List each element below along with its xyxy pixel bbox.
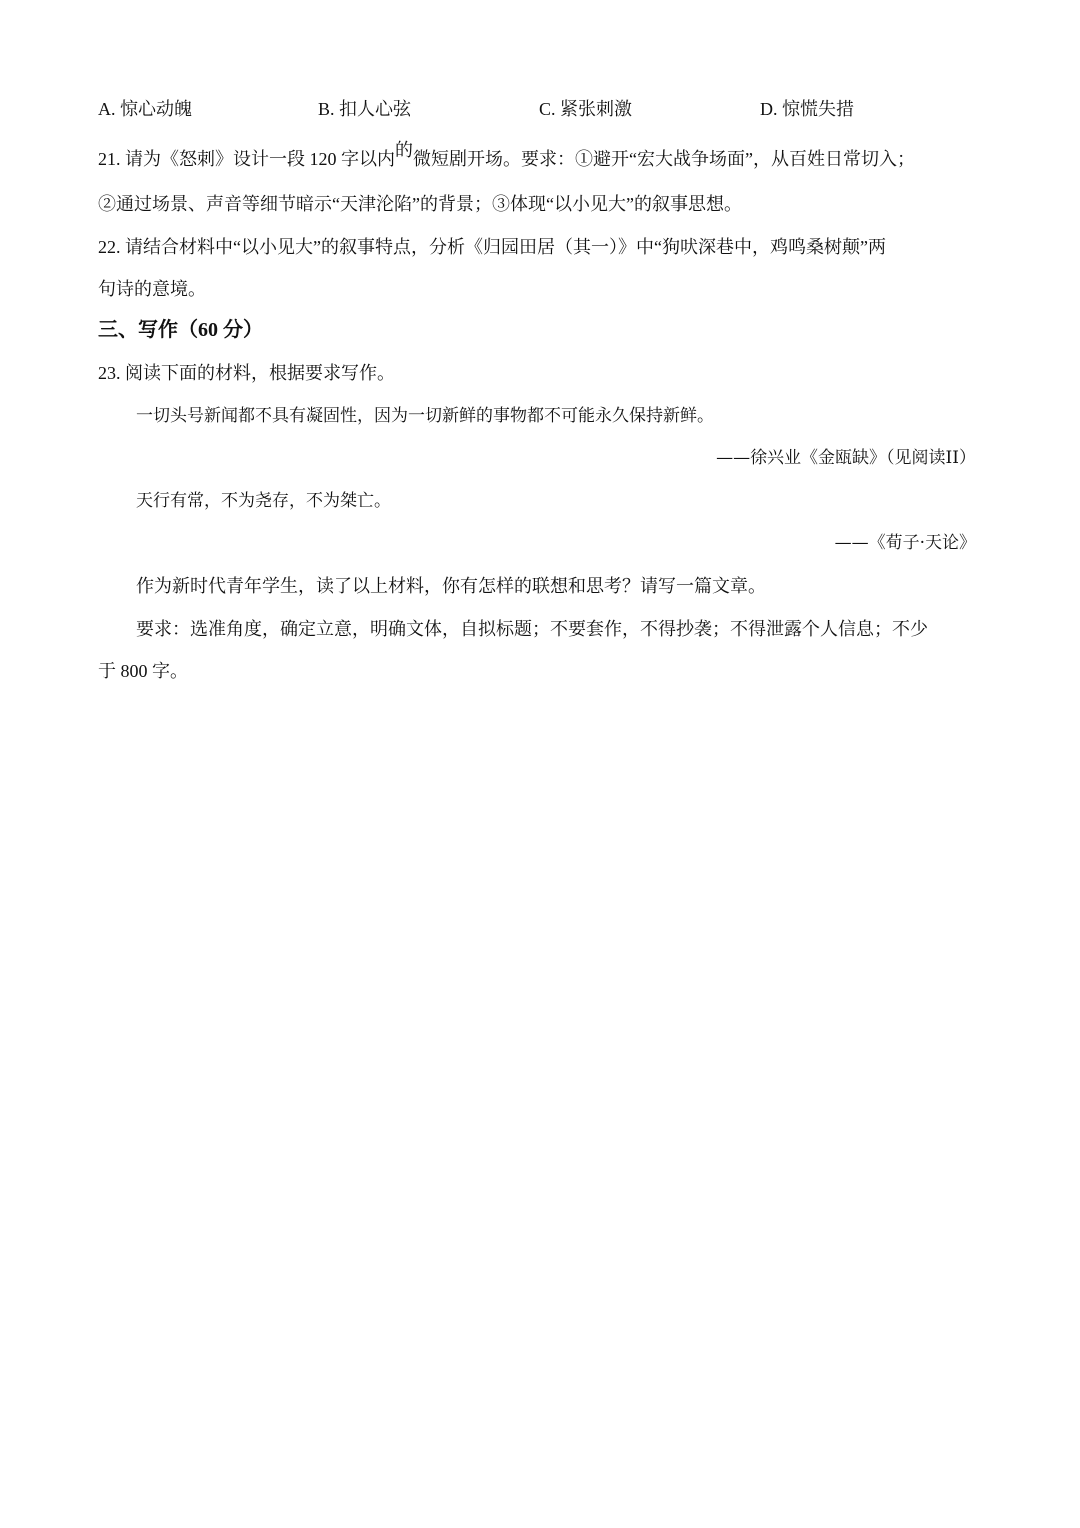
question-21-text-a: 21. 请为《怒刺》设计一段 120 字以内 <box>98 149 395 169</box>
material-quote-1: 一切头号新闻都不具有凝固性，因为一切新鲜的事物都不可能永久保持新鲜。 <box>136 406 714 426</box>
option-c: C. 紧张刺激 <box>539 99 633 119</box>
question-21-text-b: 微短剧开场。要求：①避开“宏大战争场面”，从百姓日常切入； <box>413 149 915 169</box>
writing-requirements-line-1: 要求：选准角度，确定立意，明确文体，自拟标题；不要套作，不得抄袭；不得泄露个人信息；不少 <box>136 619 928 639</box>
material-source-1: ——徐兴业《金瓯缺》（见阅读II） <box>716 448 976 468</box>
option-a: A. 惊心动魄 <box>98 99 192 119</box>
writing-requirements-line-2: 于 800 字。 <box>98 661 188 681</box>
option-b: B. 扣人心弦 <box>318 99 412 119</box>
question-22-line-1: 22. 请结合材料中“以小见大”的叙事特点，分析《归园田居（其一）》中“狗吠深巷中，鸡鸣桑树颠”两 <box>98 237 886 257</box>
option-d: D. 惊慌失措 <box>760 99 854 119</box>
question-23-stem: 23. 阅读下面的材料，根据要求写作。 <box>98 363 395 383</box>
question-22-line-2: 句诗的意境。 <box>98 279 206 299</box>
material-quote-2: 天行有常，不为尧存，不为桀亡。 <box>136 491 391 511</box>
question-21-raised-char: 的 <box>395 140 413 160</box>
section-title-writing: 三、写作（60 分） <box>98 319 263 341</box>
question-21-line-1 <box>98 140 976 169</box>
question-21-line-2: ②通过场景、声音等细节暗示“天津沦陷”的背景；③体现“以小见大”的叙事思想。 <box>98 194 742 214</box>
writing-prompt: 作为新时代青年学生，读了以上材料，你有怎样的联想和思考？请写一篇文章。 <box>136 576 766 596</box>
material-source-2: ——《荀子·天论》 <box>834 533 976 553</box>
